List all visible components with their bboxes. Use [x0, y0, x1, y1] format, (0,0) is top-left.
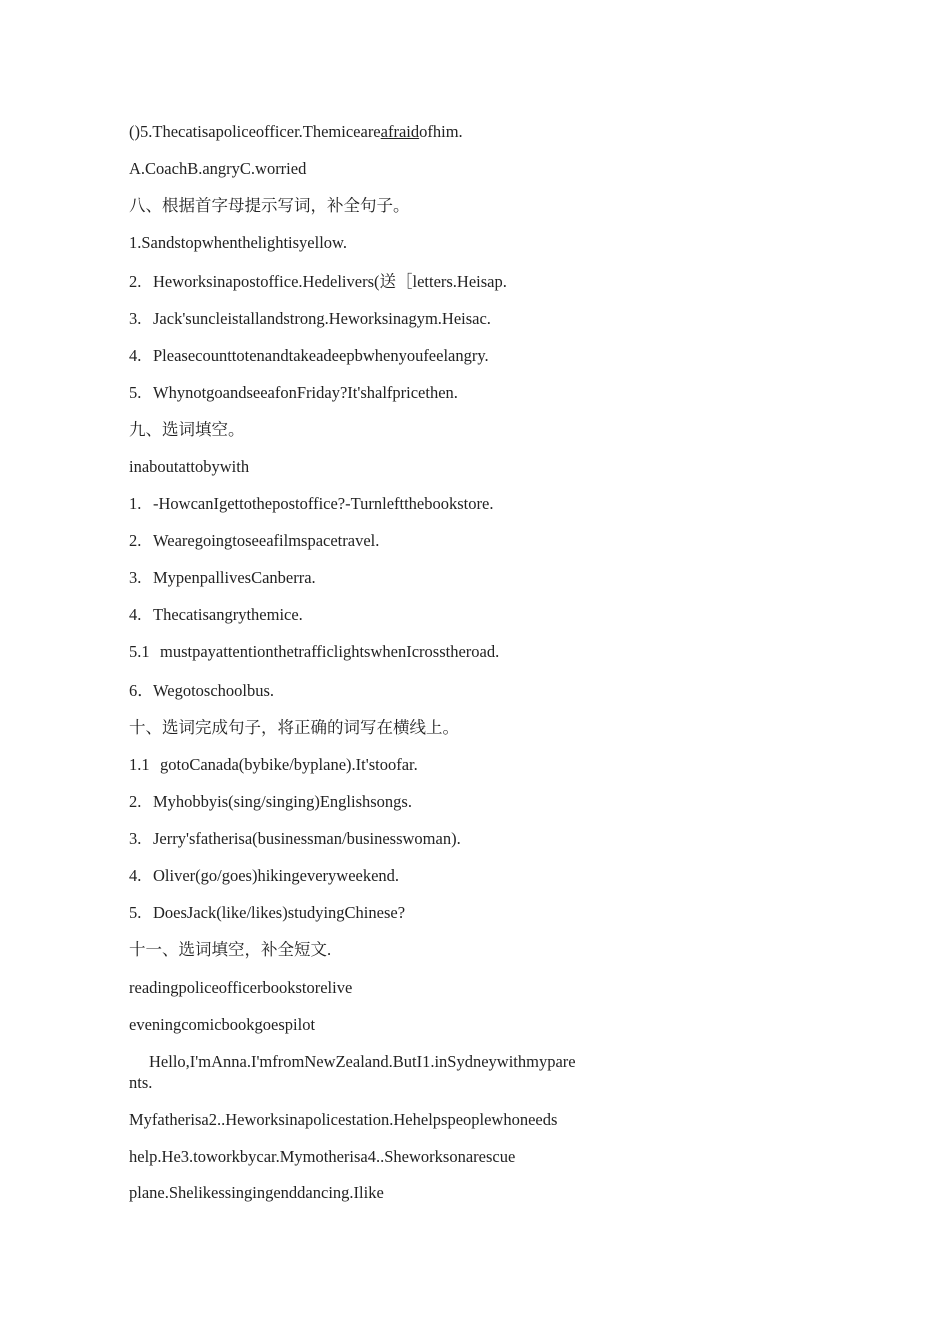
section-8-heading: 八、根据首字母提示写词，补全句子。 [129, 196, 410, 215]
q5-prefix: ()5.Thecatisapoliceofficer.Themiceare [129, 122, 381, 141]
item-text: Oliver(go/goes)hikingeveryweekend. [153, 866, 400, 885]
item-number: 2. [129, 792, 142, 811]
item-text: WhynotgoandseeafonFriday?It'shalfpricethen. [153, 383, 458, 402]
item-number: 5. [129, 383, 142, 402]
item-text: mustpayattentionthetrafficlightswhenIcrosstheroad. [160, 642, 500, 661]
section-9-item [129, 605, 303, 625]
section-9-item [129, 642, 499, 662]
section-10-item [129, 755, 418, 775]
section-8-item [129, 272, 507, 292]
item-text: Wegotoschoolbus. [153, 681, 275, 700]
question-5-options: A.CoachB.angryC.worried [129, 159, 307, 178]
item-number: 5.1 [129, 642, 150, 661]
section-9-item [129, 568, 316, 588]
section-9-item [129, 494, 493, 514]
item-number: 1.1 [129, 755, 150, 774]
section-8-item: 1.Sandstopwhenthelightisyellow. [129, 233, 347, 252]
section-11-word-bank: eveningcomicbookgoespilot [129, 1015, 316, 1034]
passage-line: help.He3.toworkbycar.Mymotherisa4..Sheworksonarescue [129, 1147, 516, 1166]
passage-line: Myfatherisa2..Heworksinapolicestation.Hehelpspeoplewhoneeds [129, 1110, 558, 1129]
passage-line: Hello,I'mAnna.I'mfromNewZealand.ButI1.inSydneywithmypare [149, 1052, 576, 1071]
section-10-item [129, 829, 461, 849]
section-10-heading: 十、选词完成句子，将正确的词写在横线上。 [129, 718, 459, 737]
item-text: MypenpallivesCanberra. [153, 568, 316, 587]
item-number: 2. [129, 272, 142, 291]
section-8-item [129, 383, 458, 403]
item-number: 2. [129, 531, 142, 550]
section-11-word-bank: readingpoliceofficerbookstorelive [129, 978, 353, 997]
section-11-heading: 十一、选词填空，补全短文. [129, 940, 332, 959]
item-text: -HowcanIgettothepostoffice?-Turnleftthebookstore. [153, 494, 494, 513]
section-8-item [129, 346, 489, 366]
item-number: 3. [129, 568, 142, 587]
item-text: DoesJack(like/likes)studyingChinese? [153, 903, 406, 922]
section-9-item [129, 531, 379, 551]
section-9-heading: 九、选词填空。 [129, 420, 245, 439]
item-text: gotoCanada(bybike/byplane).It'stoofar. [160, 755, 418, 774]
item-number: 1. [129, 494, 142, 513]
item-text: Jack'suncleistallandstrong.Heworksinagym.Heisac. [153, 309, 491, 328]
q5-underlined-word: afraid [380, 122, 420, 141]
item-text: Thecatisangrythemice. [153, 605, 303, 624]
item-number: 3. [129, 829, 142, 848]
item-text: Jerry'sfatherisa(businessman/businesswoman). [153, 829, 461, 848]
item-number: 4. [129, 866, 142, 885]
item-number: 5. [129, 903, 142, 922]
item-number: 6． [129, 681, 154, 700]
item-text: Heworksinapostoffice.Hedelivers(送［letters.Heisap. [153, 272, 507, 291]
item-text: Pleasecounttotenandtakeadeepbwhenyoufeelangry. [153, 346, 489, 365]
section-10-item [129, 903, 405, 923]
item-number: 3. [129, 309, 142, 328]
section-9-word-bank: inaboutattobywith [129, 457, 250, 476]
item-text: Wearegoingtoseeafilmspacetravel. [153, 531, 380, 550]
item-text: Myhobbyis(sing/singing)Englishsongs. [153, 792, 412, 811]
section-10-item [129, 866, 399, 886]
section-9-item [129, 681, 274, 701]
section-10-item [129, 792, 412, 812]
section-8-item [129, 309, 491, 329]
passage-line: nts. [129, 1073, 153, 1092]
item-number: 4. [129, 605, 142, 624]
item-number: 4. [129, 346, 142, 365]
q5-suffix: ofhim. [419, 122, 463, 141]
question-5 [129, 122, 463, 142]
passage-line: plane.Shelikessingingenddancing.Ilike [129, 1183, 384, 1202]
